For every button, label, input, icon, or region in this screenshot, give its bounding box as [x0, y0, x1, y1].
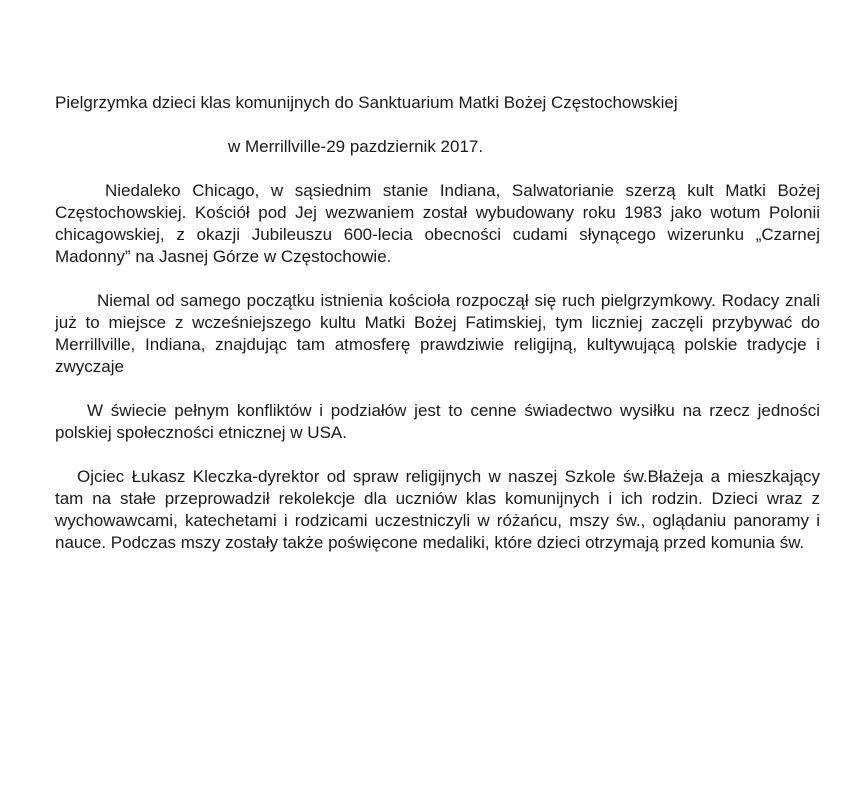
paragraph: W świecie pełnym konfliktów i podziałów jest to cenne świadectwo wysiłku na rzecz jedności polskiej społeczności etnicznej w USA. [55, 401, 820, 442]
document-subtitle: w Merrillville-29 pazdziernik 2017. [228, 137, 484, 156]
document-title: Pielgrzymka dzieci klas komunijnych do Sanktuarium Matki Bożej Częstochowskiej [55, 93, 678, 112]
paragraph: Ojciec Łukasz Kleczka-dyrektor od spraw religijnych w naszej Szkole św.Błażeja a mieszkający tam na stałe przeprowadził rekolekcje dla uczniów klas komunijnych i ich rodzin. Dzieci wraz z wychowawcami, katechetami i rodzicami uczestniczyli w różańcu, mszy św., oglądaniu panoramy i nauce. Podczas mszy zostały także poświęcone medaliki, które dzieci otrzymają przed komunia św. [55, 467, 820, 552]
document-body [55, 92, 820, 554]
paragraph: Niemal od samego początku istnienia kościoła rozpoczął się ruch pielgrzymkowy. Rodacy znali już to miejsce z wcześniejszego kultu Matki Bożej Fatimskiej, tym liczniej zaczęli przybywać do Merrillville, Indiana, znajdując tam atmosferę prawdziwie religijną, kultywującą polskie tradycje i zwyczaje [55, 291, 820, 376]
paragraph: Niedaleko Chicago, w sąsiednim stanie Indiana, Salwatorianie szerzą kult Matki Bożej Częstochowskiej. Kościół pod Jej wezwaniem został wybudowany roku 1983 jako wotum Polonii chicagowskiej, z okazji Jubileuszu 600-lecia obecności cudami słynącego wizerunku „Czarnej Madonny” na Jasnej Górze w Częstochowie. [55, 181, 820, 266]
